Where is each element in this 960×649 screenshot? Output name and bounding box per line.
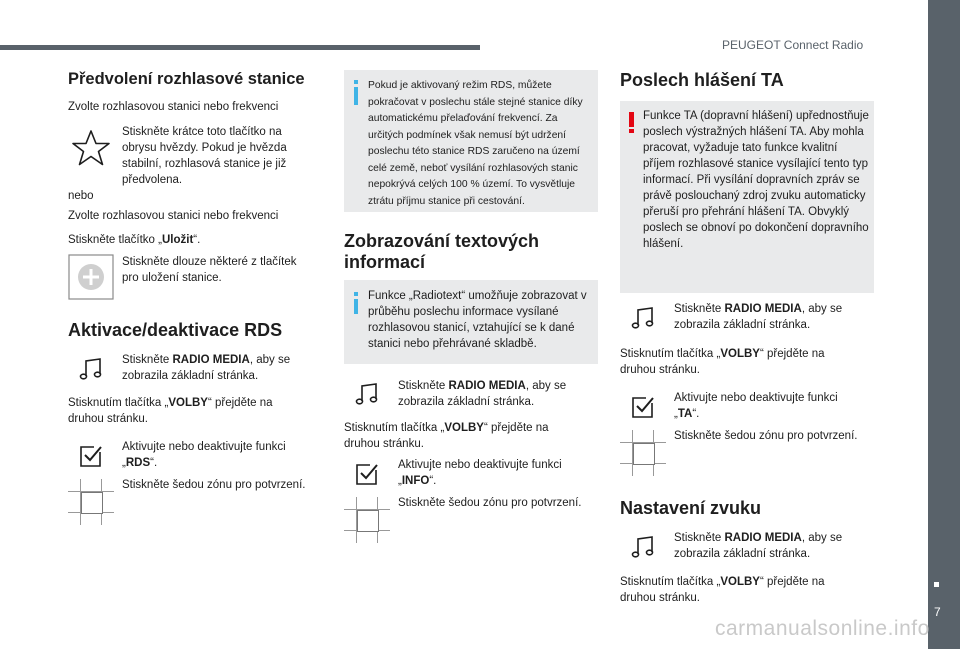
toggle-prefix: Aktivujte nebo deaktivujte funkci „	[398, 459, 562, 487]
heading-ta: Poslech hlášení TA	[620, 70, 784, 90]
save-instruction	[68, 232, 200, 248]
press-word: Stiskněte	[122, 354, 173, 366]
info-icon	[354, 80, 358, 105]
music-note-icon	[630, 534, 656, 560]
radio-media-suffix: , aby se zobrazila základní stránka.	[674, 303, 843, 331]
warning-icon	[629, 112, 634, 133]
header-title: PEUGEOT Connect Radio	[722, 38, 864, 52]
heading-presets: Předvolení rozhlasové stanice	[68, 70, 305, 88]
sidebar-band	[928, 0, 960, 649]
radio-media-label: RADIO MEDIA	[172, 354, 250, 366]
radio-media-suffix: , aby se zobrazila základní stránka.	[398, 380, 567, 408]
volby-suffix: “ přejděte na druhou stránku.	[68, 397, 273, 425]
watermark: carmanualsonline.info	[715, 617, 930, 640]
info-rds-text: Pokud je aktivovaný režim RDS, můžete pokračovat v poslechu stále stejné stanice díky automatickému přelaďování frekvencí. Za určitých podmínek však nemusí být udržení poslechu této stanice RDS zaručeno na území celé země, neboť vysílání rozhlasových stanic nepokrývá celých 100 % území. To vysvětluje ztrátu příjmu stanice při cestování.	[368, 80, 583, 207]
info-icon	[354, 292, 358, 314]
radio-media-suffix: , aby se zobrazila základní stránka.	[122, 354, 291, 382]
volby-suffix: “ přejděte na druhou stránku.	[620, 348, 825, 376]
volby-prefix: Stisknutím tlačítka „	[620, 576, 721, 588]
radio-media-label: RADIO MEDIA	[724, 303, 802, 315]
press-word: Stiskněte	[674, 303, 725, 315]
info-radiotext: Funkce „Radiotext“ umožňuje zobrazovat v průběhu poslechu informace vysílané rozhlasovou stanicí, vztahující se k dané stanici nebo přehrávané skladbě.	[368, 290, 587, 350]
sidebar-marker	[934, 582, 939, 587]
check-box-icon	[354, 461, 380, 487]
volby-instruction	[68, 395, 308, 427]
toggle-label: TA	[677, 408, 693, 420]
plus-instruction: Stiskněte dlouze některé z tlačítek pro uložení stanice.	[122, 256, 297, 284]
toggle-label: INFO	[401, 475, 430, 487]
press-word: Stiskněte	[398, 380, 449, 392]
grey-zone-instruction: Stiskněte šedou zónu pro potvrzení.	[398, 497, 582, 509]
star-instruction: Stiskněte krátce toto tlačítko na obrysu hvězdy. Pokud je hvězda stabilní, rozhlasová stanice je již předvolena.	[122, 126, 287, 186]
volby-prefix: Stisknutím tlačítka „	[620, 348, 721, 360]
toggle-suffix: “.	[429, 475, 437, 487]
volby-suffix: “ přejděte na druhou stránku.	[344, 422, 549, 450]
save-prefix: Stiskněte tlačítko „	[68, 234, 162, 246]
paragraph-select-station-2: Zvolte rozhlasovou stanici nebo frekvenci	[68, 210, 279, 222]
toggle-rds-instruction	[122, 439, 312, 471]
check-box-icon	[630, 394, 656, 420]
save-label: Uložit	[161, 234, 194, 246]
volby-suffix: “ přejděte na druhou stránku.	[620, 576, 825, 604]
radio-media-instruction	[674, 301, 864, 333]
star-icon	[70, 128, 112, 168]
paragraph-select-station: Zvolte rozhlasovou stanici nebo frekvenci	[68, 101, 279, 113]
grey-zone-icon	[344, 497, 390, 543]
radio-media-instruction	[122, 352, 312, 384]
heading-sound: Nastavení zvuku	[620, 498, 762, 518]
heading-text-info: Zobrazování textových informací	[344, 231, 540, 272]
volby-label: VOLBY	[720, 348, 760, 360]
heading-rds: Aktivace/deaktivace RDS	[68, 320, 283, 340]
save-suffix: “.	[193, 234, 201, 246]
music-note-icon	[630, 305, 656, 331]
toggle-label: RDS	[125, 457, 151, 469]
volby-instruction	[620, 574, 860, 606]
toggle-ta-instruction	[674, 390, 864, 422]
music-note-icon	[78, 356, 104, 382]
toggle-suffix: “.	[692, 408, 700, 420]
radio-media-instruction	[674, 530, 864, 562]
toggle-prefix: Aktivujte nebo deaktivujte funkci „	[122, 441, 286, 469]
volby-label: VOLBY	[444, 422, 484, 434]
radio-media-instruction	[398, 378, 588, 410]
top-rule	[0, 45, 480, 50]
grey-zone-instruction: Stiskněte šedou zónu pro potvrzení.	[674, 430, 858, 442]
volby-instruction	[344, 420, 584, 452]
volby-prefix: Stisknutím tlačítka „	[68, 397, 169, 409]
volby-prefix: Stisknutím tlačítka „	[344, 422, 445, 434]
music-note-icon	[354, 381, 380, 407]
toggle-suffix: “.	[150, 457, 158, 469]
radio-media-label: RADIO MEDIA	[724, 532, 802, 544]
grey-zone-instruction: Stiskněte šedou zónu pro potvrzení.	[122, 479, 306, 491]
check-box-icon	[78, 443, 104, 469]
volby-label: VOLBY	[720, 576, 760, 588]
toggle-info-instruction	[398, 457, 588, 489]
warning-ta-text: Funkce TA (dopravní hlášení) upřednostňuje poslech výstražných hlášení TA. Aby mohla pracovat, vyžaduje tato funkce kvalitní příjem rozhlasové stanice vysílající tento typ informací. Při vysílání dopravních zpráv se právě poslouchaný zdroj zvuku automaticky přeruší pro přehrání hlášení TA. Obvyklý poslech se obnoví po dokončení dopravního hlášení.	[643, 110, 869, 250]
radio-media-label: RADIO MEDIA	[448, 380, 526, 392]
radio-media-suffix: , aby se zobrazila základní stránka.	[674, 532, 843, 560]
toggle-prefix: Aktivujte nebo deaktivujte funkci „	[674, 392, 838, 420]
or-text: nebo	[68, 190, 94, 202]
press-word: Stiskněte	[674, 532, 725, 544]
plus-icon	[68, 254, 114, 300]
volby-instruction	[620, 346, 860, 378]
volby-label: VOLBY	[168, 397, 208, 409]
page-number: 7	[934, 605, 941, 619]
grey-zone-icon	[620, 430, 666, 476]
grey-zone-icon	[68, 479, 114, 525]
